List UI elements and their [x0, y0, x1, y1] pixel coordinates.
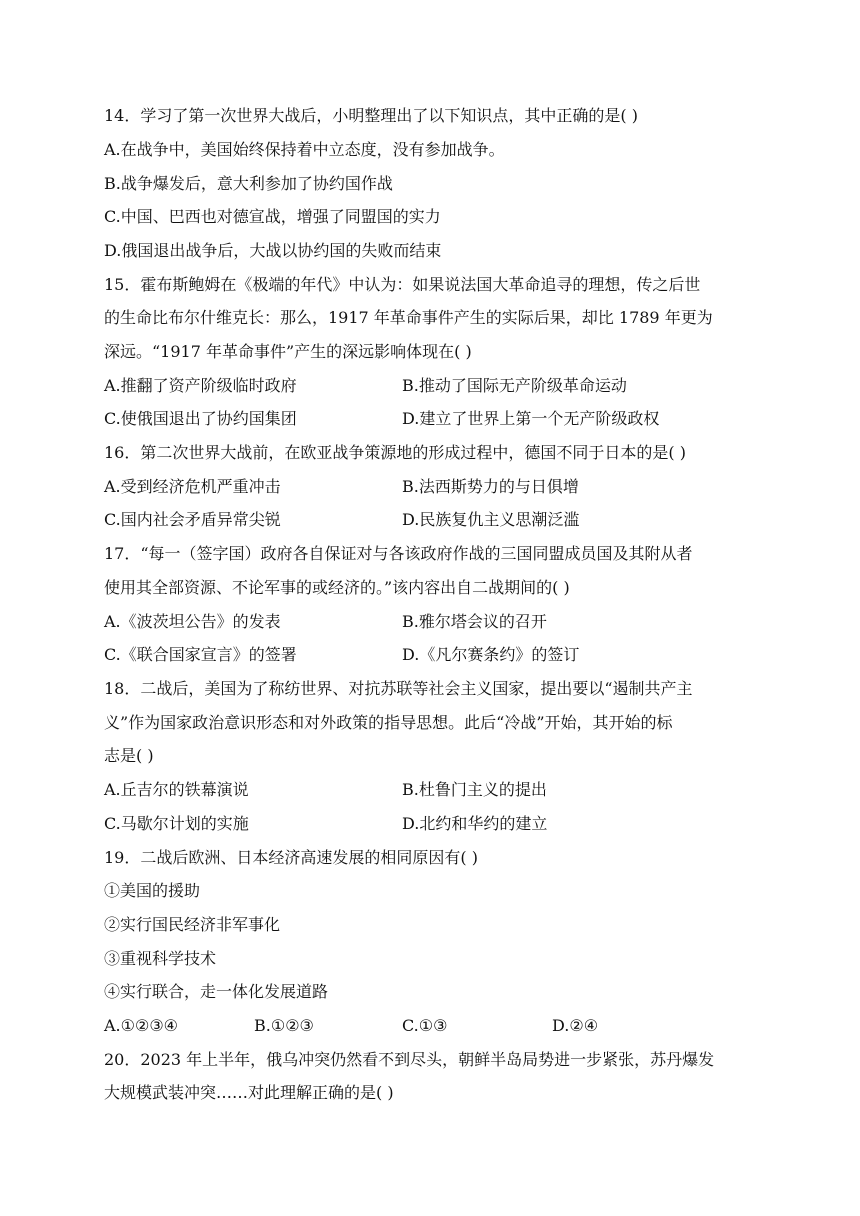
question-14-stem: 14．学习了第一次世界大战后，小明整理出了以下知识点，其中正确的是( ) [104, 106, 638, 125]
question-14-option-a: A.在战争中，美国始终保持着中立态度，没有参加战争。 [104, 140, 505, 159]
question-17-option-d: D.《凡尔赛条约》的签订 [402, 645, 580, 664]
question-19-item-2: ②实行国民经济非军事化 [104, 915, 281, 934]
question-20-stem-line-1: 20．2023 年上半年，俄乌冲突仍然看不到尽头，朝鲜半岛局势进一步紧张，苏丹爆发 [104, 1050, 715, 1069]
question-14-option-c: C.中国、巴西也对德宣战，增强了同盟国的实力 [104, 207, 441, 226]
question-18-option-b: B.杜鲁门主义的提出 [402, 780, 547, 799]
question-18-stem-line-3: 志是( ) [104, 746, 154, 765]
question-18-stem-line-2: 义”作为国家政治意识形态和对外政策的指导思想。此后“冷战”开始，其开始的标 [104, 713, 673, 732]
question-17-option-a: A.《波茨坦公告》的发表 [104, 612, 281, 631]
question-15-option-b: B.推动了国际无产阶级革命运动 [402, 376, 627, 395]
question-18-stem-line-1: 18．二战后，美国为了称纺世界、对抗苏联等社会主义国家，提出要以“遏制共产主 [104, 679, 693, 698]
question-19-option-c: C.①③ [402, 1016, 448, 1035]
question-20-stem-line-2: 大规模武装冲突……对此理解正确的是( ) [104, 1083, 394, 1102]
question-18-option-d: D.北约和华约的建立 [402, 814, 548, 833]
question-17-stem-line-1: 17．“每一（签字国）政府各自保证对与各该政府作战的三国同盟成员国及其附从者 [104, 544, 693, 563]
question-16-stem: 16．第二次世界大战前，在欧亚战争策源地的形成过程中，德国不同于日本的是( ) [104, 443, 686, 462]
question-16-option-c: C.国内社会矛盾异常尖锐 [104, 510, 281, 529]
question-16-option-d: D.民族复仇主义思潮泛滥 [402, 510, 580, 529]
question-19-item-4: ④实行联合，走一体化发展道路 [104, 982, 329, 1001]
question-17-option-b: B.雅尔塔会议的召开 [402, 612, 547, 631]
question-18-option-c: C.马歇尔计划的实施 [104, 814, 249, 833]
question-19-option-d: D.②④ [552, 1016, 599, 1035]
question-15-stem-line-2: 的生命比布尔什维克长：那么，1917 年革命事件产生的实际后果，却比 1789 年更为 [104, 308, 713, 327]
question-15-stem-line-3: 深远。“1917 年革命事件”产生的深远影响体现在( ) [104, 342, 472, 361]
question-19-option-b: B.①②③ [254, 1016, 314, 1035]
question-15-option-d: D.建立了世界上第一个无产阶级政权 [402, 409, 660, 428]
question-19-item-1: ①美国的援助 [104, 881, 201, 900]
question-14-option-b: B.战争爆发后，意大利参加了协约国作战 [104, 174, 393, 193]
question-19-stem: 19．二战后欧洲、日本经济高速发展的相同原因有( ) [104, 848, 478, 867]
question-14-option-d: D.俄国退出战争后，大战以协约国的失败而结束 [104, 241, 442, 260]
question-19-option-a: A.①②③④ [104, 1016, 179, 1035]
question-15-option-c: C.使俄国退出了协约国集团 [104, 409, 297, 428]
question-15-option-a: A.推翻了资产阶级临时政府 [104, 376, 297, 395]
question-15-stem-line-1: 15．霍布斯鲍姆在《极端的年代》中认为：如果说法国大革命追寻的理想，传之后世 [104, 275, 701, 294]
question-18-option-a: A.丘吉尔的铁幕演说 [104, 780, 249, 799]
question-16-option-b: B.法西斯势力的与日俱增 [402, 477, 579, 496]
question-17-option-c: C.《联合国家宣言》的签署 [104, 645, 297, 664]
question-17-stem-line-2: 使用其全部资源、不论军事的或经济的。”该内容出自二战期间的( ) [104, 578, 570, 597]
question-19-item-3: ③重视科学技术 [104, 949, 217, 968]
question-16-option-a: A.受到经济危机严重冲击 [104, 477, 281, 496]
